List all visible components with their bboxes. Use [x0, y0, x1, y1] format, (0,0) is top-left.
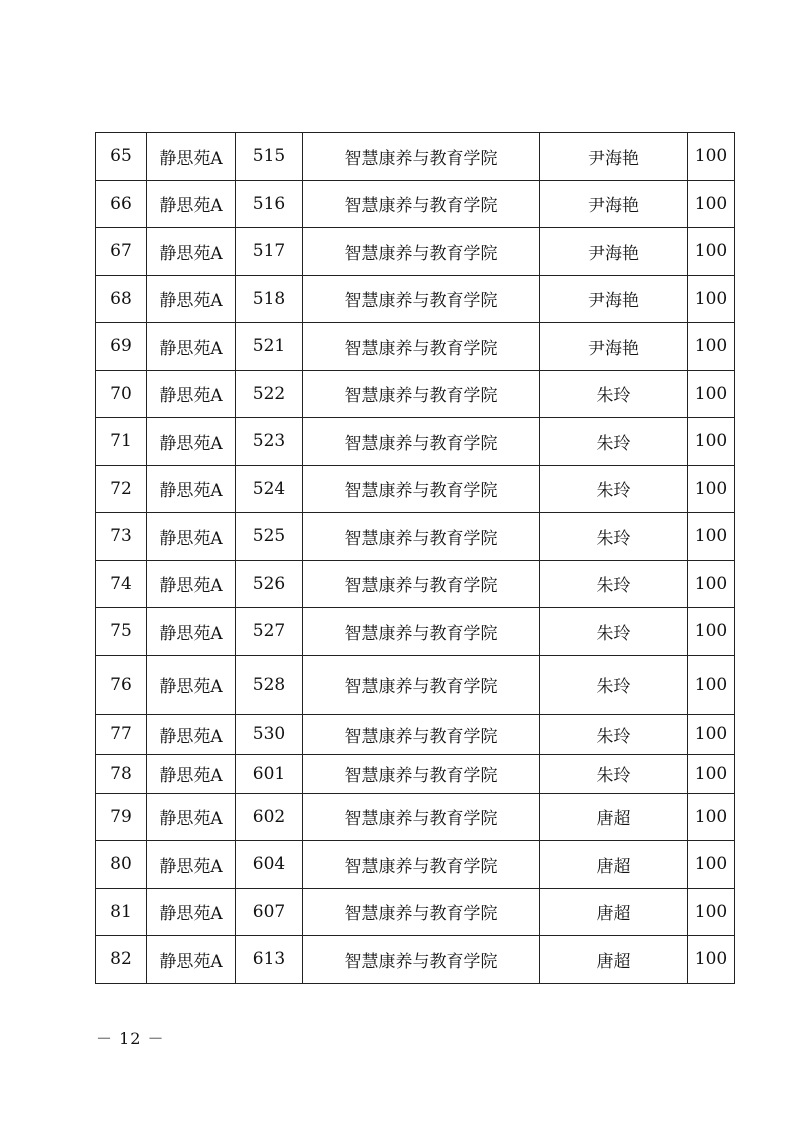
cell-score: 100 [688, 418, 735, 466]
cell-building: 静思苑A [147, 714, 236, 754]
cell-counselor: 唐超 [540, 841, 688, 889]
cell-room: 524 [236, 465, 303, 513]
cell-college: 智慧康养与教育学院 [303, 714, 540, 754]
table-row [96, 714, 735, 754]
cell-score: 100 [688, 465, 735, 513]
cell-index: 72 [96, 465, 147, 513]
cell-building: 静思苑A [147, 180, 236, 228]
cell-room: 607 [236, 888, 303, 936]
cell-building: 静思苑A [147, 560, 236, 608]
table-row [96, 133, 735, 181]
table-row [96, 465, 735, 513]
cell-score: 100 [688, 228, 735, 276]
cell-index: 75 [96, 608, 147, 656]
dormitory-table [95, 132, 735, 984]
cell-building: 静思苑A [147, 275, 236, 323]
cell-college: 智慧康养与教育学院 [303, 608, 540, 656]
cell-score: 100 [688, 275, 735, 323]
cell-counselor: 朱玲 [540, 465, 688, 513]
table-row [96, 754, 735, 793]
cell-college: 智慧康养与教育学院 [303, 133, 540, 181]
cell-score: 100 [688, 560, 735, 608]
cell-index: 74 [96, 560, 147, 608]
cell-score: 100 [688, 133, 735, 181]
table-row [96, 323, 735, 371]
cell-college: 智慧康养与教育学院 [303, 793, 540, 841]
table-row [96, 841, 735, 889]
cell-room: 602 [236, 793, 303, 841]
cell-building: 静思苑A [147, 513, 236, 561]
cell-index: 69 [96, 323, 147, 371]
cell-room: 518 [236, 275, 303, 323]
cell-college: 智慧康养与教育学院 [303, 275, 540, 323]
cell-counselor: 唐超 [540, 936, 688, 984]
table-row [96, 228, 735, 276]
cell-score: 100 [688, 888, 735, 936]
cell-score: 100 [688, 323, 735, 371]
cell-room: 516 [236, 180, 303, 228]
table-row [96, 936, 735, 984]
cell-index: 67 [96, 228, 147, 276]
cell-index: 71 [96, 418, 147, 466]
cell-counselor: 尹海艳 [540, 133, 688, 181]
cell-building: 静思苑A [147, 323, 236, 371]
cell-college: 智慧康养与教育学院 [303, 513, 540, 561]
cell-room: 521 [236, 323, 303, 371]
cell-college: 智慧康养与教育学院 [303, 754, 540, 793]
cell-building: 静思苑A [147, 754, 236, 793]
cell-room: 515 [236, 133, 303, 181]
cell-index: 78 [96, 754, 147, 793]
cell-counselor: 尹海艳 [540, 228, 688, 276]
cell-building: 静思苑A [147, 655, 236, 714]
cell-counselor: 尹海艳 [540, 275, 688, 323]
page-number: － 12 － [96, 1029, 165, 1048]
table-row [96, 370, 735, 418]
cell-index: 68 [96, 275, 147, 323]
table-row [96, 418, 735, 466]
cell-room: 528 [236, 655, 303, 714]
cell-index: 73 [96, 513, 147, 561]
cell-index: 76 [96, 655, 147, 714]
cell-counselor: 朱玲 [540, 714, 688, 754]
cell-room: 522 [236, 370, 303, 418]
table-row [96, 560, 735, 608]
cell-college: 智慧康养与教育学院 [303, 228, 540, 276]
cell-index: 65 [96, 133, 147, 181]
cell-room: 613 [236, 936, 303, 984]
cell-college: 智慧康养与教育学院 [303, 888, 540, 936]
cell-index: 79 [96, 793, 147, 841]
cell-counselor: 朱玲 [540, 418, 688, 466]
cell-room: 525 [236, 513, 303, 561]
cell-index: 81 [96, 888, 147, 936]
cell-college: 智慧康养与教育学院 [303, 655, 540, 714]
cell-building: 静思苑A [147, 228, 236, 276]
cell-counselor: 朱玲 [540, 754, 688, 793]
cell-score: 100 [688, 841, 735, 889]
cell-score: 100 [688, 513, 735, 561]
cell-counselor: 尹海艳 [540, 323, 688, 371]
cell-room: 523 [236, 418, 303, 466]
cell-college: 智慧康养与教育学院 [303, 418, 540, 466]
cell-index: 77 [96, 714, 147, 754]
cell-room: 604 [236, 841, 303, 889]
table-row [96, 275, 735, 323]
cell-college: 智慧康养与教育学院 [303, 841, 540, 889]
cell-college: 智慧康养与教育学院 [303, 560, 540, 608]
cell-college: 智慧康养与教育学院 [303, 323, 540, 371]
cell-college: 智慧康养与教育学院 [303, 936, 540, 984]
cell-counselor: 朱玲 [540, 655, 688, 714]
cell-college: 智慧康养与教育学院 [303, 180, 540, 228]
table-row [96, 793, 735, 841]
cell-score: 100 [688, 793, 735, 841]
cell-building: 静思苑A [147, 133, 236, 181]
table-row [96, 888, 735, 936]
cell-score: 100 [688, 714, 735, 754]
cell-building: 静思苑A [147, 888, 236, 936]
cell-score: 100 [688, 370, 735, 418]
cell-counselor: 唐超 [540, 888, 688, 936]
cell-counselor: 唐超 [540, 793, 688, 841]
cell-score: 100 [688, 655, 735, 714]
cell-room: 527 [236, 608, 303, 656]
cell-score: 100 [688, 936, 735, 984]
table-row [96, 608, 735, 656]
table-row [96, 655, 735, 714]
cell-building: 静思苑A [147, 608, 236, 656]
cell-room: 601 [236, 754, 303, 793]
cell-building: 静思苑A [147, 465, 236, 513]
cell-score: 100 [688, 608, 735, 656]
cell-index: 66 [96, 180, 147, 228]
table-row [96, 180, 735, 228]
cell-counselor: 朱玲 [540, 513, 688, 561]
cell-college: 智慧康养与教育学院 [303, 370, 540, 418]
cell-counselor: 朱玲 [540, 608, 688, 656]
cell-room: 526 [236, 560, 303, 608]
cell-index: 80 [96, 841, 147, 889]
cell-building: 静思苑A [147, 936, 236, 984]
cell-score: 100 [688, 180, 735, 228]
cell-counselor: 朱玲 [540, 370, 688, 418]
cell-counselor: 朱玲 [540, 560, 688, 608]
cell-room: 517 [236, 228, 303, 276]
cell-building: 静思苑A [147, 841, 236, 889]
cell-building: 静思苑A [147, 793, 236, 841]
table-row [96, 513, 735, 561]
cell-building: 静思苑A [147, 370, 236, 418]
cell-building: 静思苑A [147, 418, 236, 466]
cell-index: 70 [96, 370, 147, 418]
cell-index: 82 [96, 936, 147, 984]
cell-score: 100 [688, 754, 735, 793]
cell-college: 智慧康养与教育学院 [303, 465, 540, 513]
cell-room: 530 [236, 714, 303, 754]
cell-counselor: 尹海艳 [540, 180, 688, 228]
